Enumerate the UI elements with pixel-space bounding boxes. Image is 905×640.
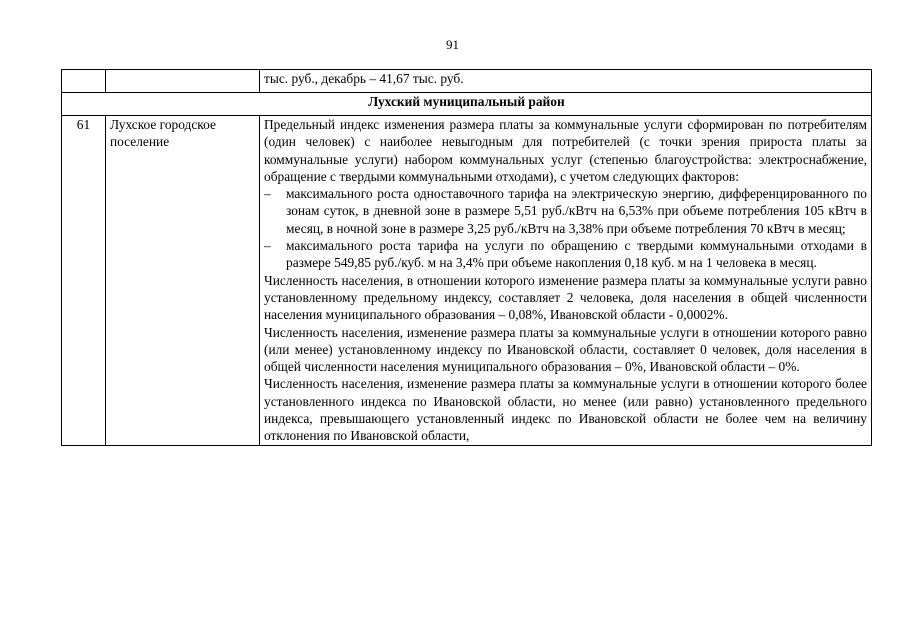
municipality-name: Лухское городское поселение	[106, 116, 260, 446]
population-paragraph-1: Численность населения, в отношении которого изменение размера платы за коммунальные услуги равно установленному предельному индексу, составляет 2 человека, доля населения в общей численности населения муниципального образования – 0,08%, Ивановской области - 0,0002%.	[264, 272, 867, 323]
intro-paragraph: Предельный индекс изменения размера платы за коммунальные услуги сформирован по потребителям (один человек) с наиболее невыгодным для потребителей (с точки зрения прироста платы за коммунальные услуги) набором коммунальных услуг (степенью благоустройства: электроснабжение, обращение с твердыми коммунальными отходами), с учетом следующих факторов:	[264, 117, 867, 184]
table-row-continuation	[62, 70, 872, 93]
continuation-text: тыс. руб., декабрь – 41,67 тыс. руб.	[264, 71, 464, 86]
table-row	[62, 116, 872, 446]
page-number: 91	[446, 37, 459, 52]
row-number-cell-empty	[62, 70, 106, 93]
dash-marker: –	[264, 186, 271, 202]
section-title: Лухский муниципальный район	[62, 93, 872, 116]
population-paragraph-2: Численность населения, изменение размера платы за коммунальные услуги в отношении которого равно (или менее) установленному индексу по Ивановской области, составляет 0 человек, доля населения в общей численности населения муниципального образования – 0%, Ивановской области – 0%.	[264, 324, 867, 375]
description-cell	[260, 116, 872, 446]
dash-marker: –	[264, 238, 271, 254]
row-number: 61	[62, 116, 106, 446]
section-header-row	[62, 93, 872, 116]
population-paragraph-3: Численность населения, изменение размера платы за коммунальные услуги в отношении которого более установленного индекса по Ивановской области, но менее (или равно) установленного предельного индекса, превышающего установленный индекс по Ивановской области не более чем на величину отклонения по Ивановской области,	[264, 376, 867, 444]
factor-text: максимального роста тарифа на услуги по обращению с твердыми коммунальными отходами в размере 549,85 руб./куб. м на 3,4% при объеме накопления 0,18 куб. м на 1 человека в месяц.	[286, 238, 867, 271]
factor-item	[264, 185, 867, 237]
factor-item	[264, 237, 867, 272]
description-cell	[260, 70, 872, 93]
name-cell-empty	[106, 70, 260, 93]
tariff-table	[61, 69, 872, 446]
factor-text: максимального роста одноставочного тарифа на электрическую энергию, дифференцированного по зонам суток, в дневной зоне в размере 5,51 руб./кВтч на 6,53% при объеме потребления 105 кВтч в месяц, в ночной зоне в размере 3,25 руб./кВтч на 3,38% при объеме потребления 70 кВтч в месяц;	[286, 186, 867, 236]
